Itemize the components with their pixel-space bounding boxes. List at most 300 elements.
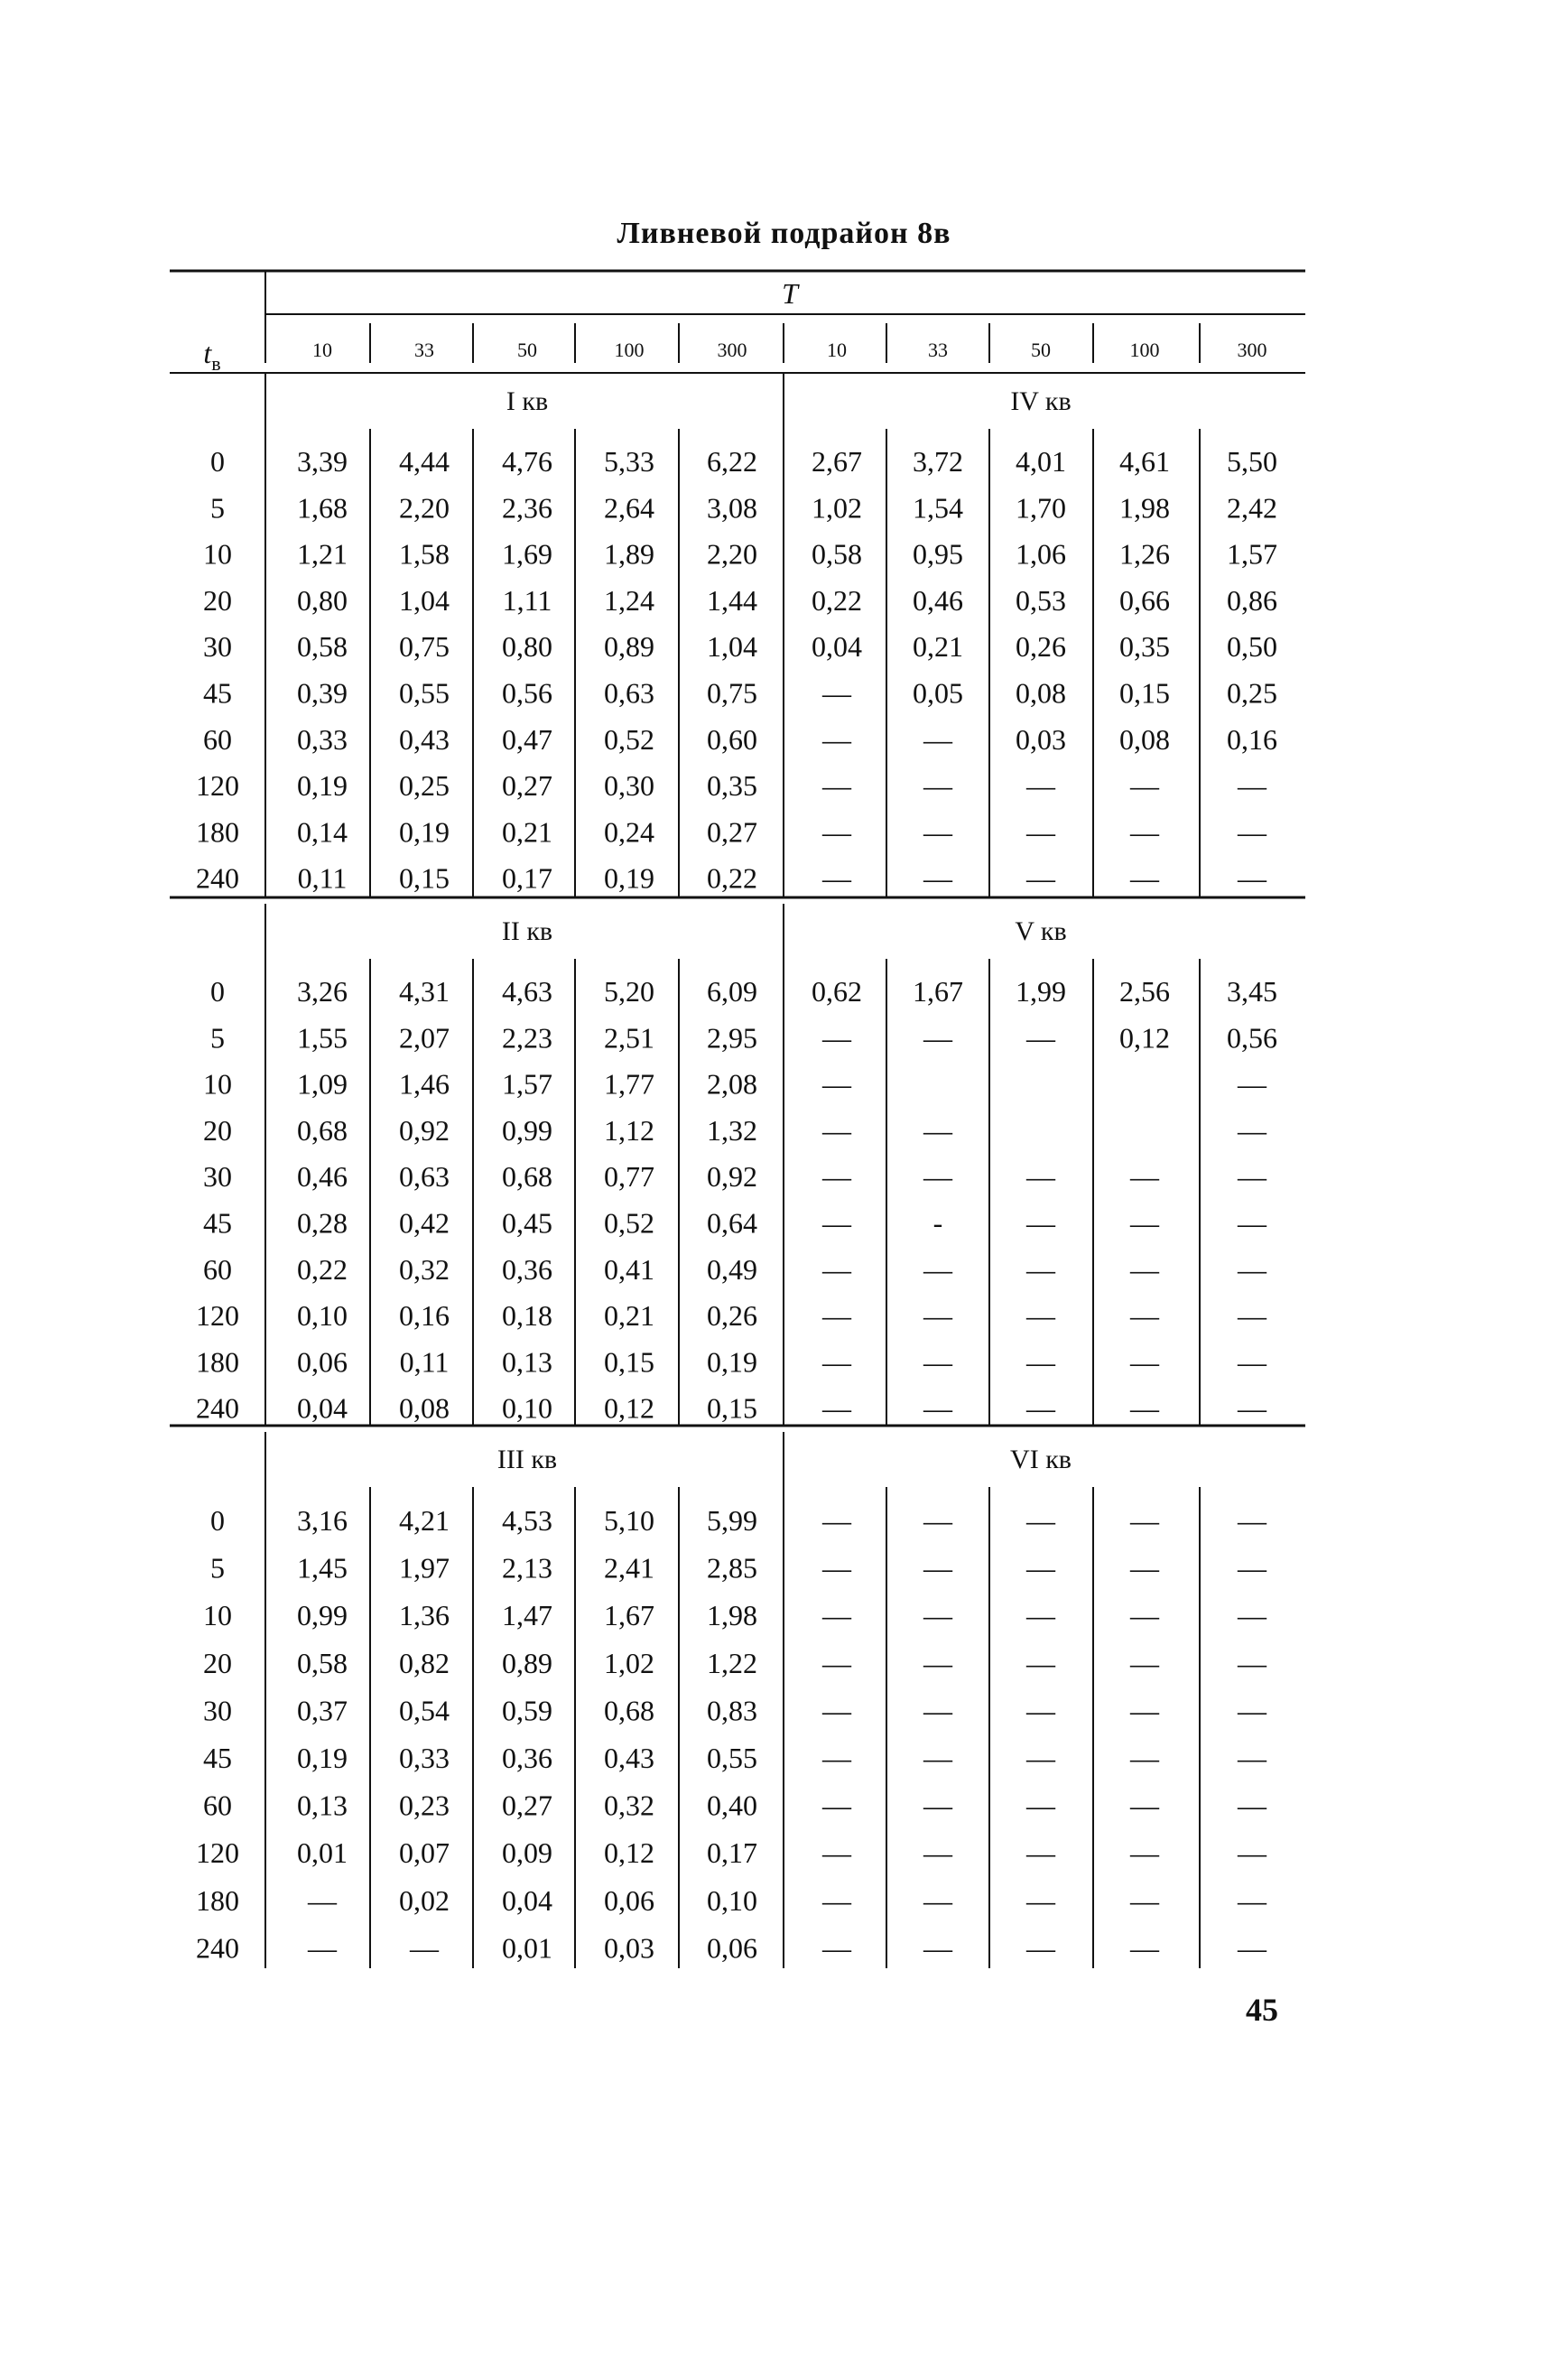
table-cell: 0,26: [1016, 630, 1066, 664]
table-cell: 2,13: [502, 1551, 552, 1585]
row-label: 0: [210, 1504, 225, 1537]
table-cell: 0,42: [399, 1206, 450, 1240]
table-cell: —: [1130, 1299, 1159, 1333]
table-cell: 0,35: [1119, 630, 1170, 664]
table-cell: —: [1130, 1694, 1159, 1727]
table-cell: —: [1130, 815, 1159, 849]
table-cell: 1,26: [1119, 537, 1170, 571]
section-label-left: III кв: [496, 1445, 558, 1474]
table-cell: —: [1130, 1646, 1159, 1679]
table-cell: 0,07: [399, 1836, 450, 1870]
table-cell: 0,52: [604, 722, 654, 756]
table-cell: —: [1026, 1931, 1055, 1965]
table-cell: —: [822, 1646, 851, 1679]
table-cell: 0,56: [502, 676, 552, 710]
table-cell: —: [1238, 815, 1266, 849]
table-cell: 0,03: [1016, 722, 1066, 756]
column-header: 10: [827, 339, 847, 361]
table-cell: 0,23: [399, 1789, 450, 1822]
table-cell: 2,51: [604, 1021, 654, 1055]
table-cell: 1,77: [604, 1067, 654, 1101]
section-label-left: I кв: [506, 386, 549, 416]
table-cell: 1,44: [707, 583, 757, 617]
table-cell: 4,44: [399, 445, 450, 478]
row-label: 45: [203, 1206, 232, 1240]
table-cell: —: [1026, 815, 1055, 849]
table-cell: 2,64: [604, 491, 654, 525]
table-cell: 0,11: [297, 861, 348, 895]
table-cell: 0,13: [297, 1789, 348, 1822]
table-cell: —: [1026, 1836, 1055, 1870]
table-cell: —: [1026, 1160, 1055, 1194]
row-label: 240: [196, 1391, 239, 1425]
table-cell: 0,80: [297, 583, 348, 617]
table-cell: 0,55: [707, 1742, 757, 1774]
table-cell: 0,25: [1227, 676, 1277, 710]
table-cell: 2,36: [502, 491, 552, 525]
table-cell: —: [1130, 1742, 1159, 1774]
table-cell: 0,18: [502, 1299, 552, 1333]
table-cell: —: [822, 1345, 851, 1379]
table-cell: 0,56: [1227, 1021, 1277, 1055]
table-cell: 0,10: [297, 1299, 348, 1333]
table-cell: 5,99: [707, 1504, 757, 1537]
table-cell: —: [1130, 1252, 1159, 1286]
table-cell: 0,47: [502, 722, 552, 756]
table-cell: —: [822, 1252, 851, 1286]
table-cell: —: [923, 1646, 952, 1679]
row-header-label: $t_в$: [203, 337, 221, 375]
table-cell: 0,75: [707, 676, 757, 710]
table-cell: 0,08: [399, 1391, 450, 1425]
table-cell: —: [1130, 1206, 1159, 1240]
table-cell: —: [1026, 1742, 1055, 1774]
table-cell: 0,54: [399, 1694, 450, 1727]
table-cell: —: [1238, 1504, 1266, 1537]
table-cell: —: [822, 1551, 851, 1585]
table-cell: —: [923, 1742, 952, 1774]
table-cell: —: [923, 1021, 952, 1055]
table-cell: 1,04: [707, 630, 757, 664]
table-cell: 1,57: [1227, 537, 1277, 571]
table-cell: 0,52: [604, 1206, 654, 1240]
table-cell: 0,19: [297, 769, 348, 803]
table-cell: 0,33: [297, 722, 348, 756]
table-cell: 2,95: [707, 1021, 757, 1055]
row-label: 60: [203, 722, 232, 756]
table-cell: 3,16: [297, 1504, 348, 1537]
section-label-right: V кв: [1015, 916, 1067, 946]
table-cell: 0,99: [297, 1599, 348, 1632]
table-cell: 5,50: [1227, 445, 1277, 478]
table-cell: 3,08: [707, 491, 757, 525]
table-cell: —: [1026, 1021, 1055, 1055]
table-cell: 0,17: [707, 1836, 757, 1870]
row-label: 20: [203, 1646, 232, 1679]
table-cell: 1,97: [399, 1551, 450, 1585]
table-cell: 0,19: [297, 1742, 348, 1774]
table-cell: 0,80: [502, 630, 552, 664]
table-cell: —: [1130, 1391, 1159, 1425]
table-cell: —: [822, 1021, 851, 1055]
table-cell: -: [932, 1206, 943, 1240]
row-label: 0: [210, 975, 225, 1008]
table-cell: 0,92: [707, 1160, 757, 1194]
table-cell: —: [923, 1504, 952, 1537]
table-cell: 0,01: [297, 1836, 348, 1870]
table-cell: —: [1026, 1551, 1055, 1585]
table-cell: —: [1238, 1836, 1266, 1870]
table-cell: 2,07: [399, 1021, 450, 1055]
table-cell: 0,62: [812, 975, 862, 1008]
table-cell: 0,39: [297, 676, 348, 710]
table-cell: —: [1130, 861, 1159, 895]
table-cell: 0,09: [502, 1836, 552, 1870]
table-cell: 0,04: [812, 630, 862, 664]
table-cell: —: [923, 1551, 952, 1585]
table-cell: 0,58: [297, 1646, 348, 1679]
table-cell: 6,09: [707, 975, 757, 1008]
table-cell: 1,99: [1016, 975, 1066, 1008]
table-cell: 0,46: [913, 583, 963, 617]
table-cell: —: [822, 1883, 851, 1917]
table-cell: —: [822, 1113, 851, 1147]
table-cell: —: [822, 1694, 851, 1727]
table-cell: 0,28: [297, 1206, 348, 1240]
table-cell: —: [923, 769, 952, 803]
row-label: 120: [196, 1299, 239, 1333]
table-cell: 0,15: [707, 1391, 757, 1425]
table-cell: 0,36: [502, 1252, 552, 1286]
table-cell: 1,57: [502, 1067, 552, 1101]
row-label: 180: [196, 1345, 239, 1379]
table-cell: —: [923, 1883, 952, 1917]
table-cell: —: [1026, 1646, 1055, 1679]
table-cell: 2,42: [1227, 491, 1277, 525]
table-cell: 0,43: [399, 722, 450, 756]
table-cell: 6,22: [707, 445, 757, 478]
table-cell: 0,22: [297, 1252, 348, 1286]
row-label: 30: [203, 1160, 232, 1194]
table-cell: 1,06: [1016, 537, 1066, 571]
table-cell: 0,46: [297, 1160, 348, 1194]
table-cell: 0,12: [604, 1836, 654, 1870]
table-cell: —: [822, 676, 851, 710]
table-cell: 1,69: [502, 537, 552, 571]
table-cell: 0,27: [707, 815, 757, 849]
table-cell: 0,22: [812, 583, 862, 617]
table-cell: 1,12: [604, 1113, 654, 1147]
table-cell: —: [1130, 1789, 1159, 1822]
table-cell: —: [410, 1931, 439, 1965]
table-cell: —: [923, 1836, 952, 1870]
table-cell: —: [822, 1931, 851, 1965]
table-cell: 1,32: [707, 1113, 757, 1147]
table-cell: 1,09: [297, 1067, 348, 1101]
table-cell: 0,37: [297, 1694, 348, 1727]
row-label: 240: [196, 861, 239, 895]
table-cell: —: [822, 1391, 851, 1425]
section-label-right: IV кв: [1010, 386, 1072, 416]
table-cell: —: [822, 1067, 851, 1101]
column-header: 100: [614, 339, 645, 361]
table-cell: —: [1130, 1345, 1159, 1379]
table-cell: 1,47: [502, 1599, 552, 1632]
table-cell: 0,41: [604, 1252, 654, 1286]
table-cell: 0,17: [502, 861, 552, 895]
table-cell: —: [1238, 1551, 1266, 1585]
row-label: 60: [203, 1252, 232, 1286]
table-cell: —: [822, 722, 851, 756]
table-cell: —: [1238, 1742, 1266, 1774]
table-cell: —: [923, 1599, 952, 1632]
row-label: 10: [203, 1067, 232, 1101]
table-cell: —: [1238, 1206, 1266, 1240]
table-cell: 1,70: [1016, 491, 1066, 525]
table-cell: 0,12: [604, 1391, 654, 1425]
row-label: 120: [196, 769, 239, 803]
table-cell: 0,89: [502, 1646, 552, 1679]
table-cell: —: [822, 1789, 851, 1822]
table-cell: —: [822, 769, 851, 803]
table-cell: —: [1026, 1252, 1055, 1286]
table-cell: 4,53: [502, 1504, 552, 1537]
table-cell: 4,31: [399, 975, 450, 1008]
column-header: 300: [1237, 339, 1267, 361]
table-cell: 0,64: [707, 1206, 757, 1240]
table-cell: 0,92: [399, 1113, 450, 1147]
table-cell: 1,02: [604, 1646, 654, 1679]
table-cell: 0,06: [297, 1345, 348, 1379]
table-cell: —: [822, 1599, 851, 1632]
table-cell: 5,20: [604, 975, 654, 1008]
column-header: 100: [1129, 339, 1160, 361]
table-cell: —: [923, 1299, 952, 1333]
table-cell: 0,16: [399, 1299, 450, 1333]
table-cell: 0,75: [399, 630, 450, 664]
table-cell: —: [1130, 1551, 1159, 1585]
table-cell: 0,22: [707, 861, 757, 895]
table-cell: —: [822, 815, 851, 849]
row-label: 180: [196, 815, 239, 849]
table-cell: 2,56: [1119, 975, 1170, 1008]
table-cell: 1,36: [399, 1599, 450, 1632]
table-cell: 5,10: [604, 1504, 654, 1537]
table-cell: —: [1026, 1206, 1055, 1240]
table-cell: —: [1130, 1160, 1159, 1194]
table-cell: —: [1026, 1299, 1055, 1333]
table-cell: —: [822, 1836, 851, 1870]
table-cell: 1,67: [913, 975, 963, 1008]
table-cell: 0,08: [1016, 676, 1066, 710]
row-label: 60: [203, 1789, 232, 1822]
table-cell: —: [923, 1694, 952, 1727]
table-cell: —: [1026, 1599, 1055, 1632]
table-cell: 0,11: [399, 1345, 450, 1379]
row-label: 120: [196, 1836, 239, 1870]
table-cell: 0,19: [707, 1345, 757, 1379]
table-cell: 0,06: [707, 1931, 757, 1965]
row-label: 0: [210, 445, 225, 478]
table-cell: 1,54: [913, 491, 963, 525]
table-cell: 0,63: [604, 676, 654, 710]
table-cell: —: [1026, 1694, 1055, 1727]
table-cell: —: [308, 1883, 337, 1917]
table-cell: 0,58: [297, 630, 348, 664]
column-header: 33: [414, 339, 434, 361]
table-cell: 0,32: [604, 1789, 654, 1822]
table-cell: 2,41: [604, 1551, 654, 1585]
table-cell: 0,27: [502, 769, 552, 803]
column-header: 33: [928, 339, 948, 361]
table-cell: 1,02: [812, 491, 862, 525]
table-cell: —: [923, 722, 952, 756]
table-cell: —: [1026, 861, 1055, 895]
table-cell: —: [1238, 1646, 1266, 1679]
table-cell: —: [1238, 1391, 1266, 1425]
table-cell: 0,95: [913, 537, 963, 571]
table-cell: 0,06: [604, 1883, 654, 1917]
table-cell: —: [923, 1391, 952, 1425]
column-header: 50: [1031, 339, 1051, 361]
table-cell: —: [822, 861, 851, 895]
table-cell: —: [1238, 1067, 1266, 1101]
table-cell: 0,08: [1119, 722, 1170, 756]
table-cell: —: [1238, 1252, 1266, 1286]
table-cell: —: [1130, 1599, 1159, 1632]
table-cell: 0,89: [604, 630, 654, 664]
table-cell: 0,58: [812, 537, 862, 571]
table-cell: 2,20: [399, 491, 450, 525]
table-cell: —: [923, 861, 952, 895]
table-cell: —: [1238, 1694, 1266, 1727]
column-header: 300: [717, 339, 747, 361]
table-cell: 2,20: [707, 537, 757, 571]
table-cell: —: [1238, 1299, 1266, 1333]
table-cell: 4,61: [1119, 445, 1170, 478]
table-cell: 0,15: [1119, 676, 1170, 710]
table-cell: 0,68: [604, 1694, 654, 1727]
table-cell: 3,72: [913, 445, 963, 478]
table-cell: 4,21: [399, 1504, 450, 1537]
table-cell: 0,21: [913, 630, 963, 664]
table-cell: 0,40: [707, 1789, 757, 1822]
table-cell: 0,32: [399, 1252, 450, 1286]
table-cell: —: [923, 1160, 952, 1194]
section-label-right: VI кв: [1010, 1445, 1072, 1474]
table-cell: —: [308, 1931, 337, 1965]
table-cell: —: [923, 815, 952, 849]
table-cell: 0,35: [707, 769, 757, 803]
table-cell: 0,15: [604, 1345, 654, 1379]
table-cell: —: [1130, 1883, 1159, 1917]
table-cell: —: [1238, 769, 1266, 803]
table-cell: 0,03: [604, 1931, 654, 1965]
table-cell: 1,89: [604, 537, 654, 571]
table-cell: 0,05: [913, 676, 963, 710]
row-label: 30: [203, 630, 232, 664]
table-cell: 1,22: [707, 1646, 757, 1679]
row-label: 20: [203, 1113, 232, 1147]
table-cell: 1,21: [297, 537, 348, 571]
table-cell: —: [1026, 769, 1055, 803]
table-cell: 0,19: [604, 861, 654, 895]
table-cell: —: [923, 1252, 952, 1286]
table-cell: 0,49: [707, 1252, 757, 1286]
table-cell: 0,16: [1227, 722, 1277, 756]
table-cell: 3,26: [297, 975, 348, 1008]
table-cell: 0,10: [502, 1391, 552, 1425]
table-cell: 0,60: [707, 722, 757, 756]
table-cell: 3,39: [297, 445, 348, 478]
table-cell: —: [1026, 1504, 1055, 1537]
table-cell: 1,24: [604, 583, 654, 617]
table-cell: 1,58: [399, 537, 450, 571]
table-cell: 0,55: [399, 676, 450, 710]
row-label: 30: [203, 1694, 232, 1727]
table-cell: 0,86: [1227, 583, 1277, 617]
table-cell: —: [822, 1299, 851, 1333]
row-label: 20: [203, 583, 232, 617]
table-cell: 2,08: [707, 1067, 757, 1101]
row-label: 45: [203, 1742, 232, 1774]
table-cell: 0,50: [1227, 630, 1277, 664]
table-cell: —: [923, 1931, 952, 1965]
table-cell: 0,33: [399, 1742, 450, 1774]
table-cell: —: [822, 1504, 851, 1537]
column-header: 10: [312, 339, 332, 361]
table-cell: —: [1238, 1883, 1266, 1917]
section-label-left: II кв: [501, 916, 553, 946]
table-cell: —: [1130, 769, 1159, 803]
table-cell: —: [1238, 1345, 1266, 1379]
table-cell: 1,98: [1119, 491, 1170, 525]
page-title: Ливневой подрайон 8в: [617, 217, 951, 250]
table-cell: 0,15: [399, 861, 450, 895]
table-cell: —: [822, 1206, 851, 1240]
table-cell: 1,68: [297, 491, 348, 525]
table-cell: 0,83: [707, 1694, 757, 1727]
table-cell: 0,43: [604, 1742, 654, 1774]
table-cell: 0,99: [502, 1113, 552, 1147]
table-cell: —: [1026, 1789, 1055, 1822]
table-cell: 0,68: [502, 1160, 552, 1194]
table-cell: 4,01: [1016, 445, 1066, 478]
table-cell: 0,45: [502, 1206, 552, 1240]
table-cell: —: [1238, 1599, 1266, 1632]
table-cell: 0,66: [1119, 583, 1170, 617]
table-cell: —: [1238, 1931, 1266, 1965]
table-cell: 0,19: [399, 815, 450, 849]
table-cell: —: [1026, 1883, 1055, 1917]
table-cell: —: [822, 1742, 851, 1774]
column-group-label: T: [782, 277, 798, 310]
table-cell: —: [1238, 1789, 1266, 1822]
page-number: 45: [1246, 1992, 1278, 2028]
table-cell: 0,27: [502, 1789, 552, 1822]
table-cell: —: [923, 1113, 952, 1147]
table-cell: 0,14: [297, 815, 348, 849]
table-cell: 0,24: [604, 815, 654, 849]
table-cell: 0,26: [707, 1299, 757, 1333]
table-cell: 2,85: [707, 1551, 757, 1585]
table-cell: 0,77: [604, 1160, 654, 1194]
column-header: 50: [517, 339, 537, 361]
row-label: 5: [210, 1551, 225, 1585]
table-cell: —: [1130, 1931, 1159, 1965]
table-cell: 5,33: [604, 445, 654, 478]
table-cell: 0,53: [1016, 583, 1066, 617]
